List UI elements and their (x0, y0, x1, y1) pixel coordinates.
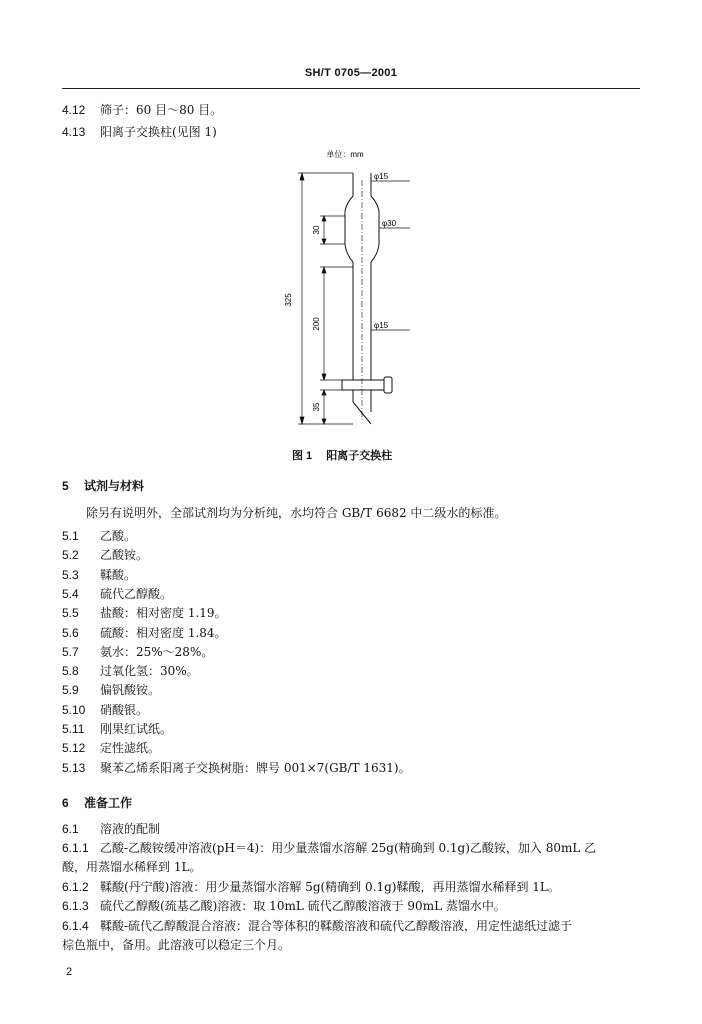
clause-number: 6.1.2 (62, 880, 89, 894)
clause-text: 硫代乙醇酸。 (100, 587, 173, 601)
clause-text: 氨水：25%～28%。 (100, 645, 214, 659)
reagent-item (62, 683, 160, 697)
dim-diameter-tube: φ15 (374, 321, 389, 330)
clause-number: 4.12 (62, 103, 86, 117)
section-number: 5 (62, 479, 69, 493)
subclause-6-1 (62, 822, 160, 836)
clause-text: 阳离子交换柱(见图 1) (100, 125, 217, 139)
clause-text: 鞣酸-硫代乙醇酸混合溶液：混合等体积的鞣酸溶液和硫代乙醇酸溶液，用定性滤纸过滤于 (100, 919, 573, 933)
cation-exchange-column-figure (270, 140, 450, 440)
clause-number: 6.1.4 (62, 919, 89, 933)
figure-caption-number: 图 1 (292, 450, 313, 462)
page-number: 2 (66, 966, 73, 978)
dim-total-height: 325 (284, 293, 293, 307)
clause-number: 4.13 (62, 125, 86, 139)
section-number: 6 (62, 796, 69, 810)
clause-text: 过氧化氢：30%。 (100, 664, 199, 678)
reagent-item (62, 606, 227, 620)
reagent-item (62, 626, 227, 640)
clause-number: 5.9 (62, 683, 79, 697)
clause-6-1-3 (62, 899, 506, 913)
clause-4-13 (62, 125, 217, 139)
reagent-item (62, 722, 172, 736)
reagent-item (62, 529, 136, 543)
figure-caption-text: 阳离子交换柱 (326, 450, 393, 462)
clause-text: 定性滤纸。 (100, 741, 161, 755)
clause-number: 5.2 (62, 548, 79, 562)
clause-4-12 (62, 103, 222, 117)
reagent-item (62, 761, 411, 775)
clause-number: 5.8 (62, 664, 79, 678)
clause-6-1-4 (62, 919, 572, 933)
section-title: 试剂与材料 (84, 479, 145, 493)
clause-text: 溶液的配制 (100, 822, 161, 836)
clause-text: 聚苯乙烯系阳离子交换树脂：牌号 001×7(GB/T 1631)。 (100, 761, 411, 775)
clause-6-1-4-continued: 棕色瓶中，备用。此溶液可以稳定三个月。 (62, 938, 291, 952)
dim-bottom-height: 35 (312, 402, 321, 412)
clause-number: 6.1.3 (62, 899, 89, 913)
reagent-item (62, 645, 213, 659)
reagent-item (62, 664, 199, 678)
clause-number: 5.6 (62, 626, 79, 640)
dim-diameter-top: φ15 (374, 172, 389, 181)
clause-number: 5.12 (62, 741, 86, 755)
clause-6-1-2 (62, 880, 560, 894)
reagent-item (62, 587, 172, 601)
reagent-item (62, 548, 148, 562)
dim-diameter-bulb: φ30 (382, 219, 397, 228)
clause-number: 5.3 (62, 568, 79, 582)
clause-text: 乙酸。 (100, 529, 137, 543)
clause-number: 5.11 (62, 722, 85, 736)
section-5-heading (62, 479, 144, 493)
section-6-heading (62, 796, 132, 810)
reagent-item (62, 741, 160, 755)
section-5-intro: 除另有说明外，全部试剂均为分析纯，水均符合 GB/T 6682 中二级水的标准。 (86, 506, 507, 520)
clause-number: 5.4 (62, 587, 79, 601)
clause-text: 硫代乙醇酸(巯基乙酸)溶液：取 10mL 硫代乙醇酸溶液于 90mL 蒸馏水中。 (100, 899, 506, 913)
section-title: 准备工作 (84, 796, 133, 810)
clause-number: 5.7 (62, 645, 79, 659)
clause-number: 6.1 (62, 822, 79, 836)
clause-text: 盐酸：相对密度 1.19。 (100, 606, 227, 620)
clause-text: 鞣酸。 (100, 568, 137, 582)
clause-text: 乙酸-乙酸铵缓冲溶液(pH＝4)：用少量蒸馏水溶解 25g(精确到 0.1g)乙酸铵，加入 80mL 乙 (100, 841, 597, 855)
clause-6-1-1 (62, 841, 596, 855)
clause-number: 5.10 (62, 703, 86, 717)
clause-text: 偏钒酸铵。 (100, 683, 161, 697)
dim-resin-height: 200 (312, 317, 321, 331)
clause-text: 鞣酸(丹宁酸)溶液：用少量蒸馏水溶解 5g(精确到 0.1g)鞣酸，再用蒸馏水稀释到 1L。 (100, 880, 560, 894)
clause-number: 6.1.1 (62, 841, 89, 855)
clause-number: 5.13 (62, 761, 86, 775)
clause-text: 乙酸铵。 (100, 548, 149, 562)
clause-text: 筛子：60 目～80 目。 (100, 103, 223, 117)
reagent-item (62, 568, 136, 582)
dim-bulb-height: 30 (312, 225, 321, 235)
clause-text: 刚果红试纸。 (100, 722, 173, 736)
clause-6-1-1-continued: 酸，用蒸馏水稀释到 1L。 (62, 860, 202, 874)
unit-label: 单位：mm (326, 150, 364, 159)
reagent-item (62, 703, 148, 717)
clause-text: 硫酸：相对密度 1.84。 (100, 626, 227, 640)
header-rule (62, 88, 640, 89)
clause-number: 5.5 (62, 606, 79, 620)
clause-number: 5.1 (62, 529, 79, 543)
figure-caption (292, 447, 392, 463)
clause-text: 硝酸银。 (100, 703, 149, 717)
running-header: SH/T 0705—2001 (304, 67, 398, 79)
